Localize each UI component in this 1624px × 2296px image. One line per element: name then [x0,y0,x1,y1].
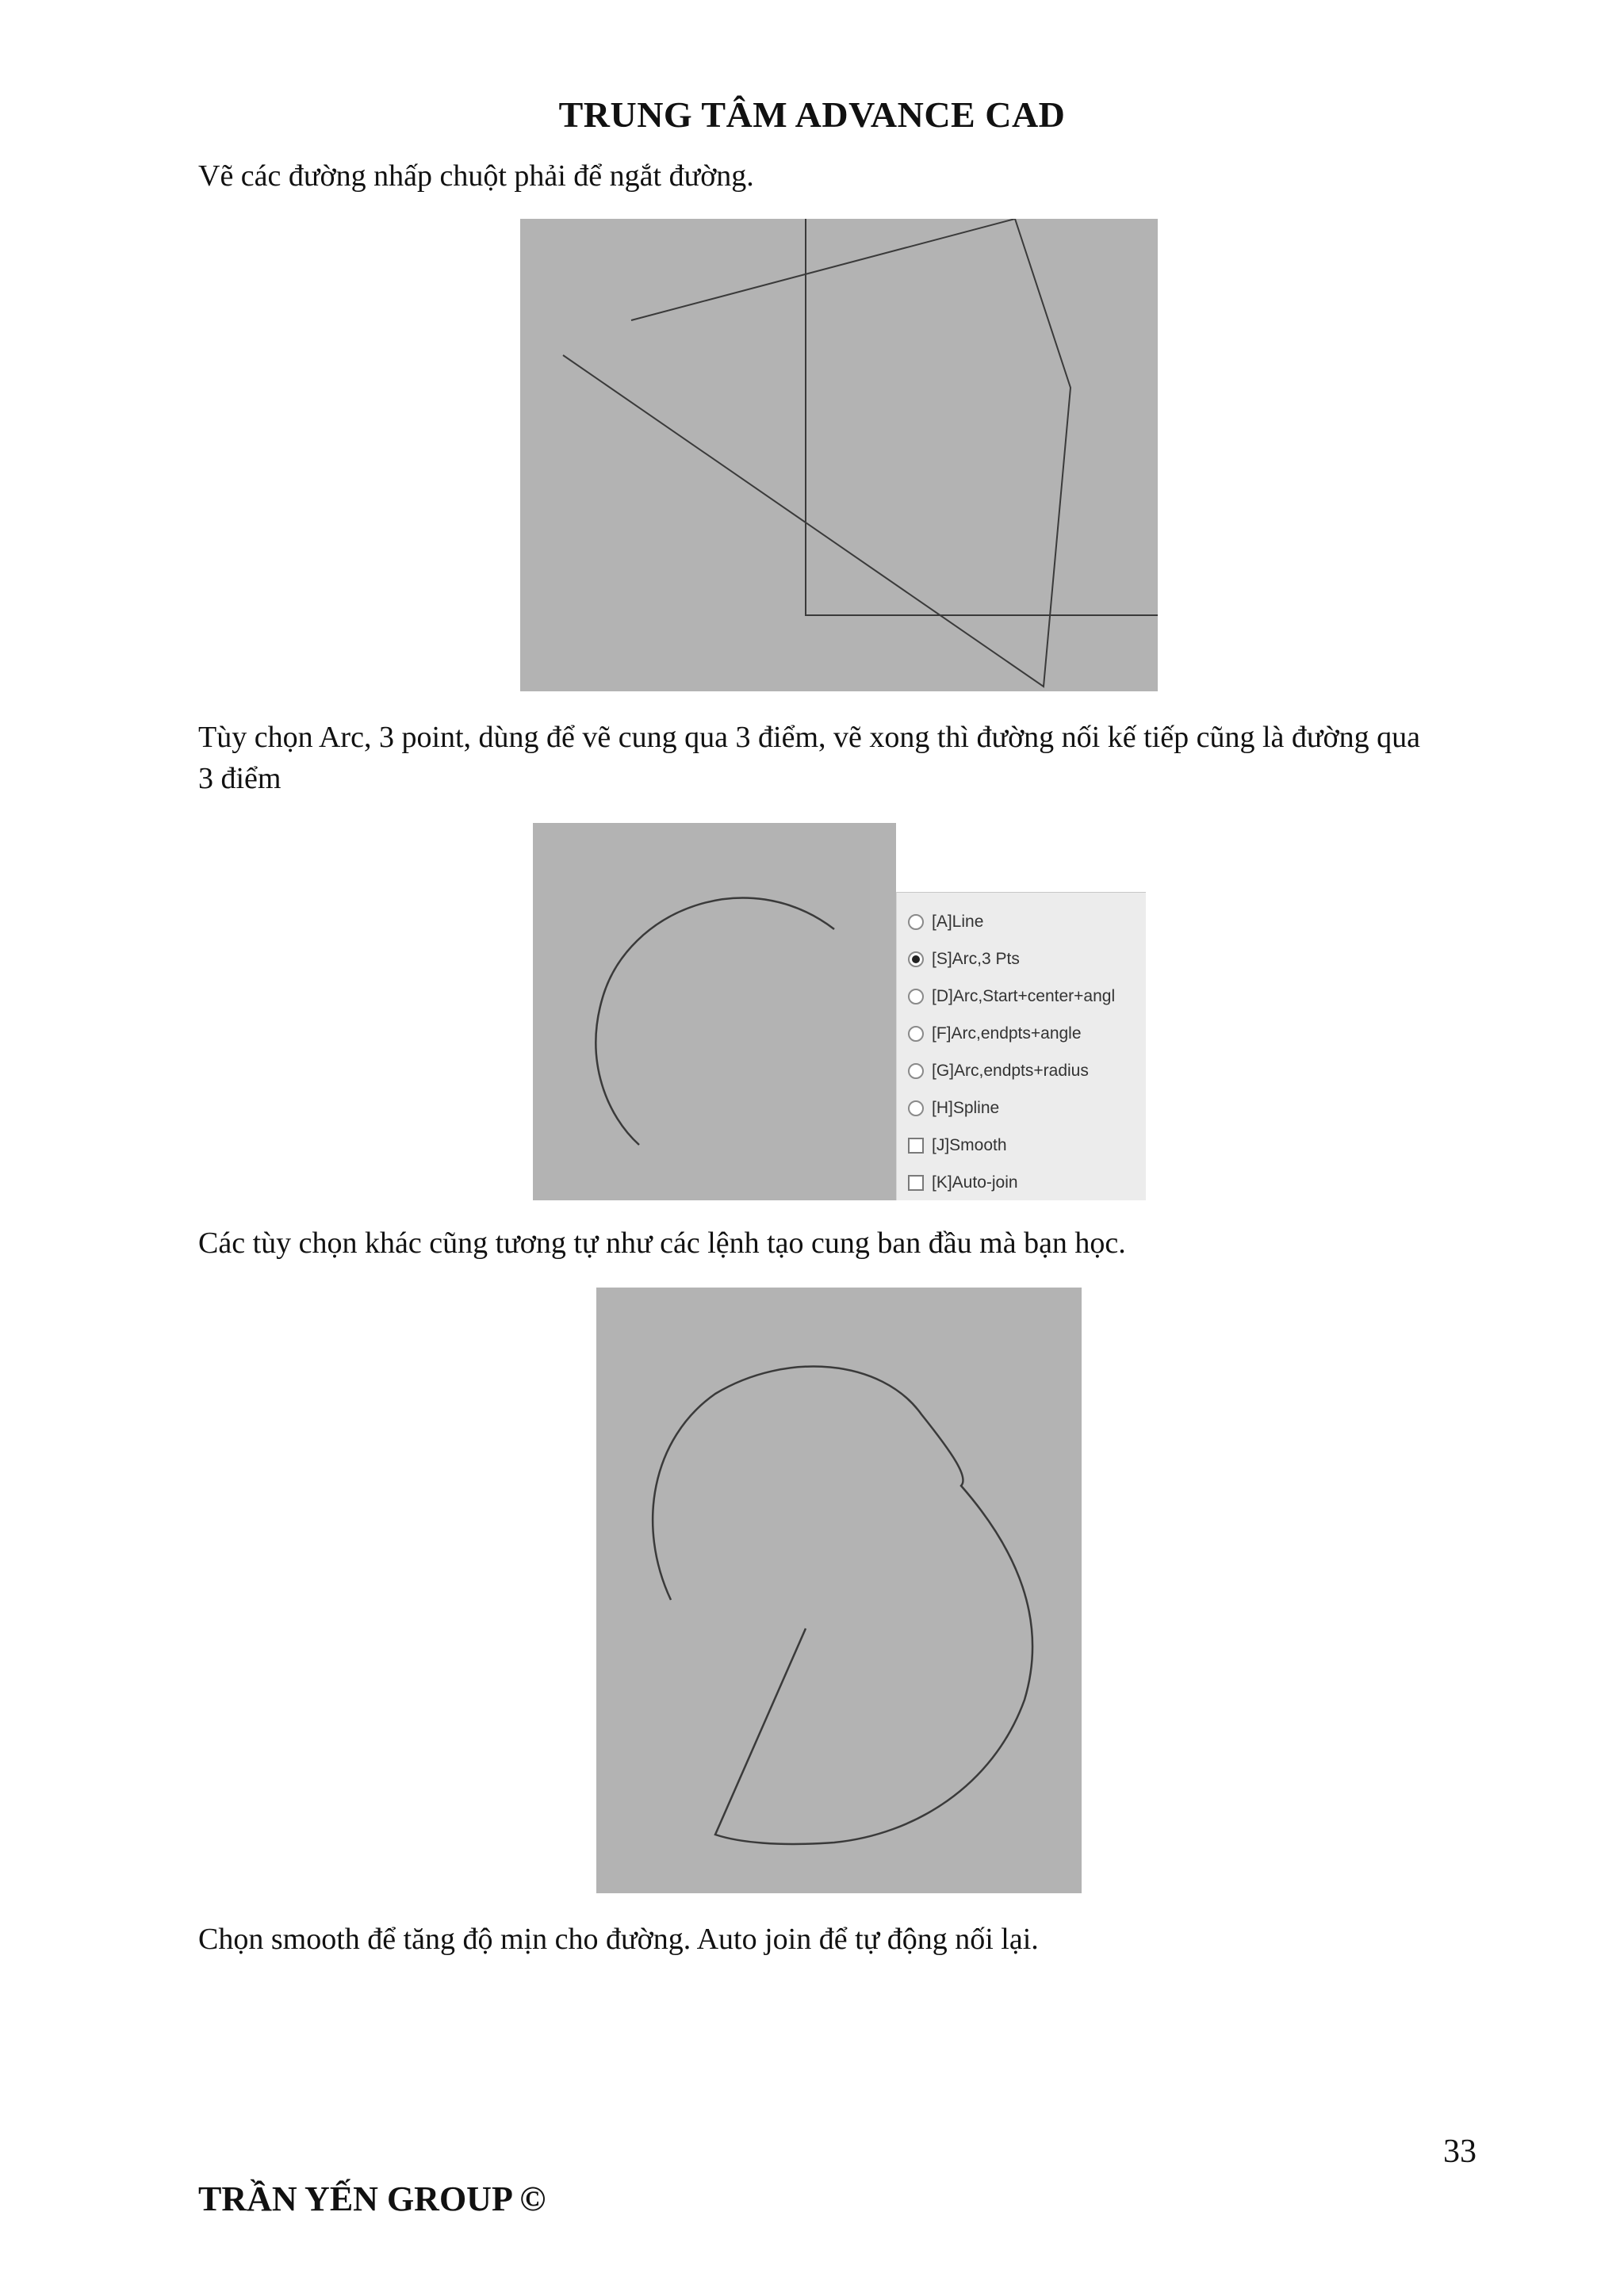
option-arc-endpts-angle[interactable] [908,1022,1082,1046]
arc-canvas [533,823,896,1200]
option-label: [G]Arc,endpts+radius [932,1062,1089,1080]
option-label: [A]Line [932,913,984,931]
option-auto-join[interactable] [908,1171,1018,1195]
option-arc-3-pts[interactable] [908,947,1020,971]
radio-icon[interactable] [908,1063,924,1079]
arc-curve [596,898,834,1145]
joined-curve [653,1367,1032,1844]
option-label: [K]Auto-join [932,1173,1018,1192]
footer-company: TRẦN YẾN GROUP © [198,2179,546,2218]
radio-icon[interactable] [908,989,924,1004]
radio-selected-icon[interactable] [908,951,924,967]
figure-lines-drawing [520,219,1158,691]
checkbox-icon[interactable] [908,1175,924,1191]
checkbox-icon[interactable] [908,1138,924,1154]
option-arc-endpts-radius[interactable] [908,1059,1089,1083]
paragraph-arc-3-points: Tùy chọn Arc, 3 point, dùng để vẽ cung qua 3 điểm, vẽ xong thì đường nối kế tiếp cũng là đường qua 3 điểm [198,721,1420,795]
figure-joined-arcs [596,1288,1082,1893]
option-label: [D]Arc,Start+center+angl [932,987,1116,1005]
option-smooth[interactable] [908,1134,1007,1158]
paragraph-break-lines: Vẽ các đường nhấp chuột phải để ngắt đường. [198,159,754,193]
radio-icon[interactable] [908,914,924,930]
joined-arcs-canvas [596,1288,1082,1893]
option-label: [J]Smooth [932,1136,1007,1154]
option-arc-start-center-angle[interactable] [908,985,1115,1008]
option-label: [F]Arc,endpts+angle [932,1024,1082,1043]
polyline-shape [563,219,1071,687]
option-spline[interactable] [908,1096,999,1120]
page-number: 33 [1443,2133,1477,2170]
radio-icon[interactable] [908,1100,924,1116]
radio-icon[interactable] [908,1026,924,1042]
paragraph-other-options: Các tùy chọn khác cũng tương tự như các lệnh tạo cung ban đầu mà bạn học. [198,1226,1126,1260]
draw-options-panel [896,892,1146,1200]
figure-arc-drawing [533,823,896,1200]
option-label: [H]Spline [932,1099,1000,1117]
option-label: [S]Arc,3 Pts [932,950,1020,968]
lines-canvas [520,219,1158,691]
option-line[interactable] [908,910,983,934]
rectangle-lines [806,219,1158,615]
page-header-title: TRUNG TÂM ADVANCE CAD [558,94,1066,135]
paragraph-smooth-auto-join: Chọn smooth để tăng độ mịn cho đường. Auto join để tự động nối lại. [198,1923,1039,1956]
